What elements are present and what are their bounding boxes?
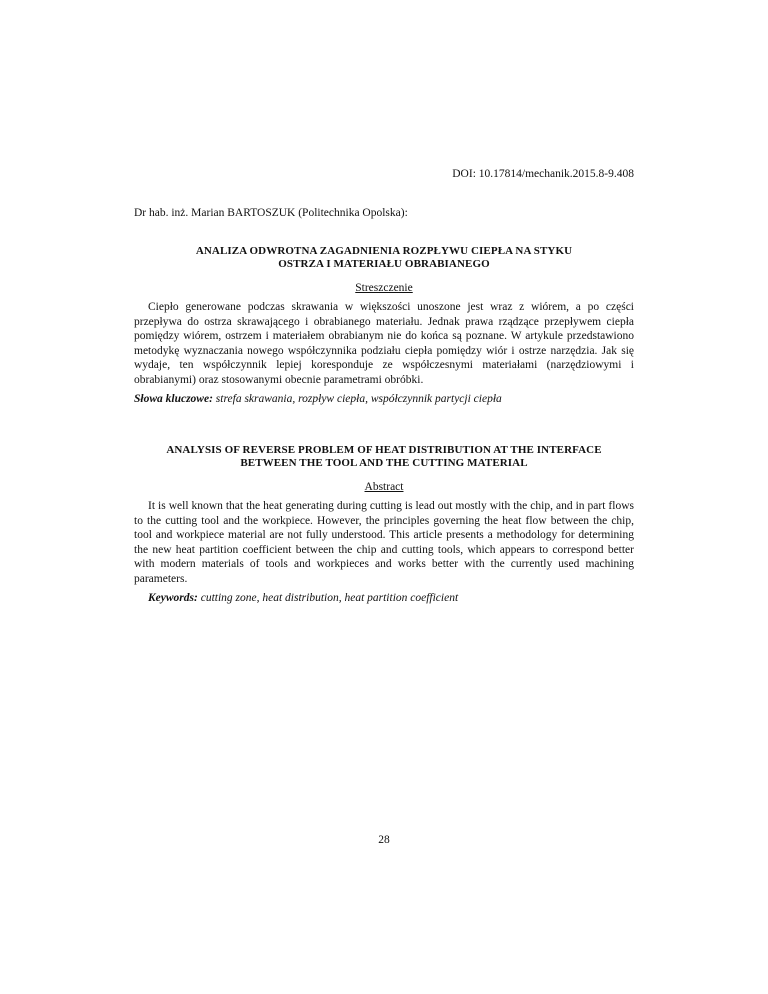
- english-keywords-text: cutting zone, heat distribution, heat partition coefficient: [200, 592, 459, 604]
- polish-title-line-1: ANALIZA ODWROTNA ZAGADNIENIA ROZPŁYWU CIEPŁA NA STYKU: [195, 245, 573, 257]
- polish-keywords-label: Słowa kluczowe:: [134, 393, 213, 405]
- english-title: [134, 444, 634, 470]
- polish-abstract: [134, 300, 634, 388]
- polish-title: [134, 245, 634, 271]
- english-abstract: [134, 499, 634, 587]
- polish-title-line-2: OSTRZA I MATERIAŁU OBRABIANEGO: [278, 258, 490, 270]
- english-title-line-1: ANALYSIS OF REVERSE PROBLEM OF HEAT DISTRIBUTION AT THE INTERFACE: [166, 444, 602, 456]
- author-line: Dr hab. inż. Marian BARTOSZUK (Politechnika Opolska):: [134, 207, 408, 219]
- english-title-line-2: BETWEEN THE TOOL AND THE CUTTING MATERIAL: [240, 457, 528, 469]
- page-number: 28: [378, 834, 390, 846]
- english-abstract-text: It is well known that the heat generating during cutting is lead out mostly with the chip, and in part flows to the cutting tool and the workpiece. However, the principles governing the heat flow between the chip, tool and workpiece material are not fully understood. This article presents a methodology for determining the new heat partition coefficient between the chip and cutting tools, which appears to correspond better with modern materials of tools and workpieces and works better with the currently used machining parameters.: [134, 500, 634, 585]
- polish-abstract-heading: Streszczenie: [355, 282, 413, 294]
- english-keywords: [148, 592, 458, 604]
- doi-line: DOI: 10.17814/mechanik.2015.8-9.408: [452, 168, 634, 180]
- english-abstract-heading: Abstract: [364, 481, 404, 493]
- polish-abstract-text: Ciepło generowane podczas skrawania w większości unoszone jest wraz z wiórem, a po części przepływa do ostrza skrawającego i obrabianego materiału. Jednak prawa rządzące przepływem ciepła pomiędzy wiórem, ostrzem i materiałem obrabianym nie do końca są poznane. W artykule przedstawiono metodykę wyznaczania nowego współczynnika podziału ciepła pomiędzy wiór i ostrze narzędzia. Jak się wydaje, ten współczynnik lepiej koresponduje ze współczesnymi materiałami (narzędziowymi i obrabianymi) oraz stosowanymi obecnie parametrami obróbki.: [134, 301, 634, 386]
- polish-keywords-text: strefa skrawania, rozpływ ciepła, współczynnik partycji ciepła: [215, 393, 502, 405]
- polish-keywords: [134, 393, 502, 405]
- english-keywords-label: Keywords:: [148, 592, 198, 604]
